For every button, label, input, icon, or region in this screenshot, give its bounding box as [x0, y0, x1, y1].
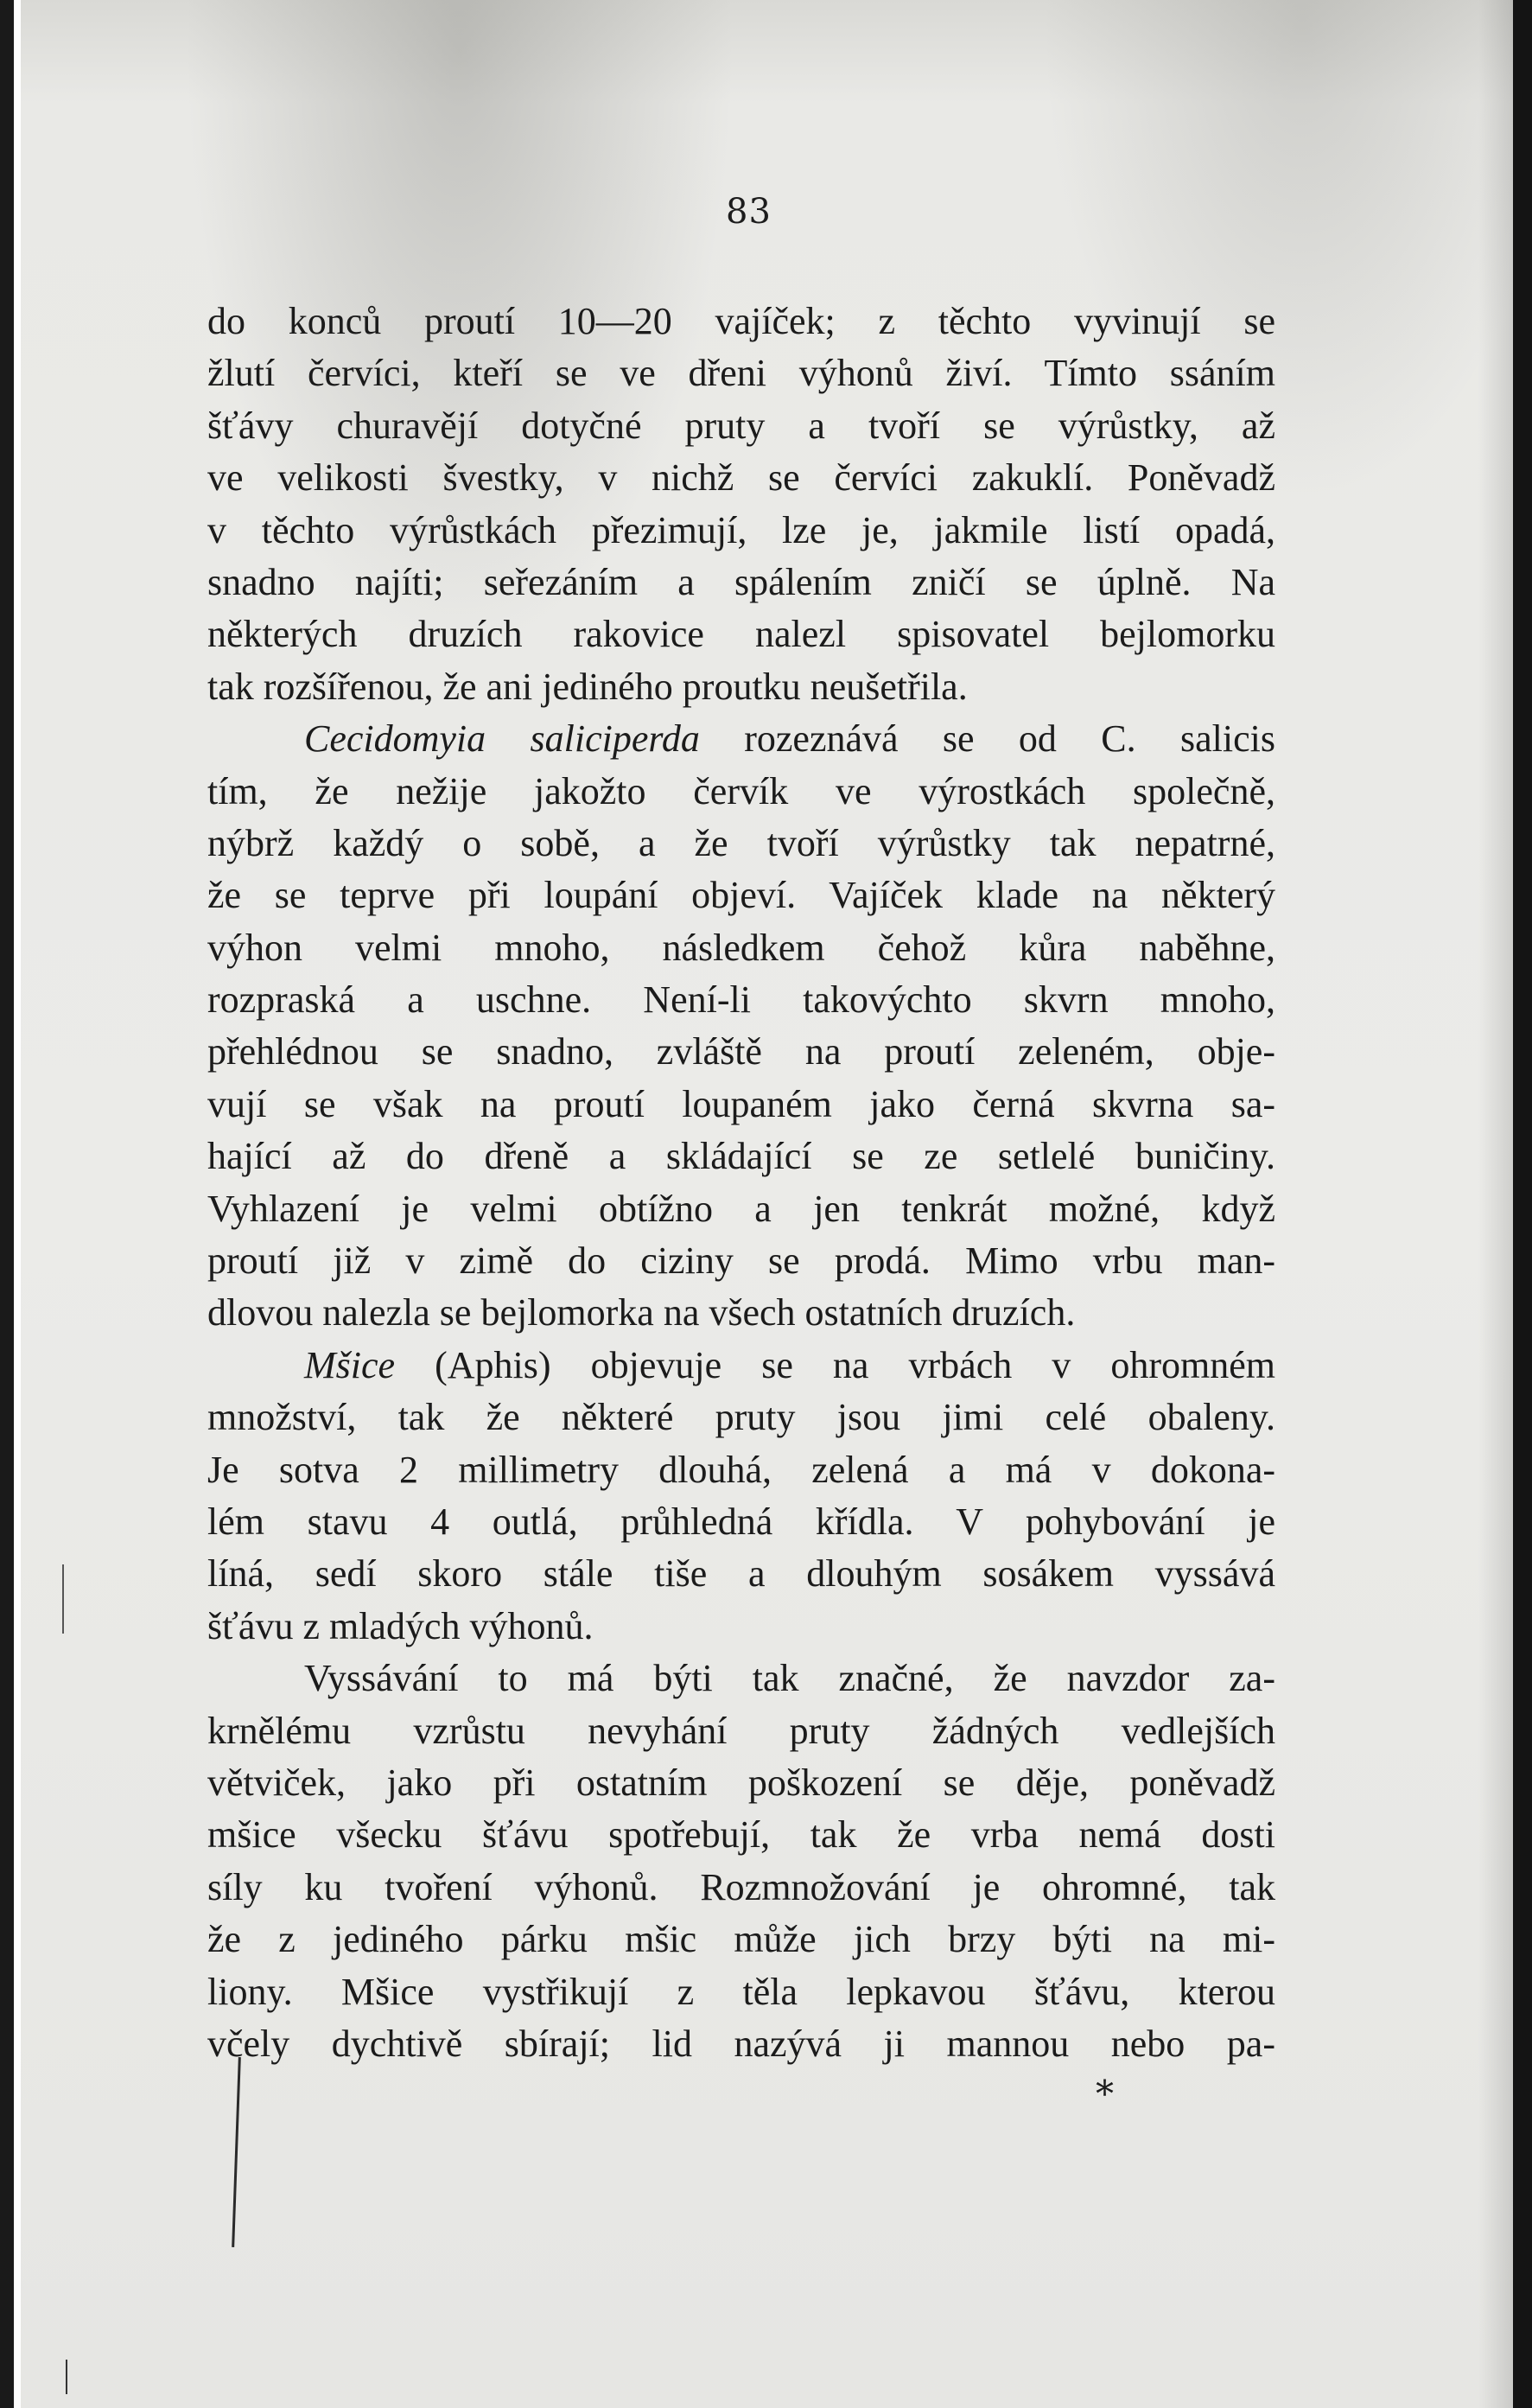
text-line: do konců proutí 10—20 vajíček; z těchto vyvinují se [207, 300, 1275, 342]
text-line: Vyhlazení je velmi obtížno a jen tenkrát možné, když [207, 1187, 1275, 1230]
text-line: že z jediného párku mšic může jich brzy býti na mi- [207, 1918, 1275, 1961]
text-line [207, 1340, 1275, 1392]
text-line: že se teprve při loupání objeví. Vajíček klade na některý [207, 874, 1275, 917]
text-line: žlutí červíci, kteří se ve dřeni výhonů živí. Tímto ssáním [207, 352, 1275, 395]
text-line: liony. Mšice vystřikují z těla lepkavou šťávu, kterou [207, 1970, 1275, 2013]
left-binding-edge [0, 0, 14, 2408]
text-line: hající až do dřeně a skládající se ze setlelé buničiny. [207, 1135, 1275, 1178]
body-text [207, 296, 1275, 2070]
margin-pencil-mark [66, 2360, 67, 2394]
text-line: včely dychtivě sbírají; lid nazývá ji mannou nebo pa- [207, 2022, 1275, 2065]
text-run: rozeznává se od C. salicis [699, 717, 1275, 761]
right-scan-edge [1513, 0, 1532, 2408]
text-line: nýbrž každý o sobě, a že tvoří výrůstky tak nepatrné, [207, 821, 1275, 864]
margin-pencil-mark [232, 2057, 241, 2247]
text-line: rozpraská a uschne. Není-li takovýchto skvrn mnoho, [207, 978, 1275, 1022]
text-line: snadno najíti; seřezáním a spálením zničí se úplně. Na [207, 560, 1275, 603]
text-line: líná, sedí skoro stále tiše a dlouhým sosákem vyssává [207, 1552, 1275, 1596]
page-number: 83 [726, 192, 772, 232]
text-line: lém stavu 4 outlá, průhledná křídla. V pohybování je [207, 1500, 1275, 1543]
text-line: šťávu z mladých výhonů. [207, 1604, 594, 1647]
left-margin-strip [14, 0, 21, 2408]
text-line: proutí již v zimě do ciziny se prodá. Mimo vrbu man- [207, 1239, 1275, 1283]
species-name: Cecidomyia saliciperda [304, 717, 700, 761]
text-line: síly ku tvoření výhonů. Rozmnožování je ohromné, tak [207, 1865, 1275, 1908]
text-line: Je sotva 2 millimetry dlouhá, zelená a má v dokona- [207, 1448, 1275, 1491]
footnote-asterisk: * [1096, 2073, 1114, 2115]
text-line: přehlédnou se snadno, zvláště na proutí zeleném, obje- [207, 1030, 1275, 1073]
text-line: množství, tak že některé pruty jsou jimi celé obaleny. [207, 1396, 1275, 1439]
text-line: tím, že nežije jakožto červík ve výrostkách společně, [207, 769, 1275, 812]
text-line: některých druzích rakovice nalezl spisovatel bejlomorku [207, 613, 1275, 656]
text-run: (Aphis) objevuje se na vrbách v ohromném [395, 1343, 1275, 1386]
text-line: šťávy churavějí dotyčné pruty a tvoří se výrůstky, až [207, 404, 1275, 447]
text-line: tak rozšířenou, že ani jediného proutku neušetřila. [207, 665, 968, 708]
text-line: vují se však na proutí loupaném jako černá skvrna sa- [207, 1082, 1275, 1125]
text-line: v těchto výrůstkách přezimují, lze je, jakmile listí opadá, [207, 508, 1275, 551]
text-line: krnělému vzrůstu nevyhání pruty žádných vedlejších [207, 1709, 1275, 1752]
margin-pencil-mark [62, 1564, 64, 1634]
text-line: větviček, jako při ostatním poškození se děje, poněvadž [207, 1761, 1275, 1804]
text-line [207, 713, 1275, 765]
text-line: výhon velmi mnoho, následkem čehož kůra naběhne, [207, 926, 1275, 969]
text-line: ve velikosti švestky, v nichž se červíci zakuklí. Poněvadž [207, 456, 1275, 500]
text-line: Vyssávání to má býti tak značné, že navzdor za- [304, 1657, 1275, 1700]
right-page-shadow [1478, 0, 1513, 2408]
text-line: mšice všecku šťávu spotřebují, tak že vrba nemá dosti [207, 1813, 1275, 1857]
term-name: Mšice [304, 1343, 396, 1386]
text-line: dlovou nalezla se bejlomorka na všech ostatních druzích. [207, 1291, 1076, 1335]
